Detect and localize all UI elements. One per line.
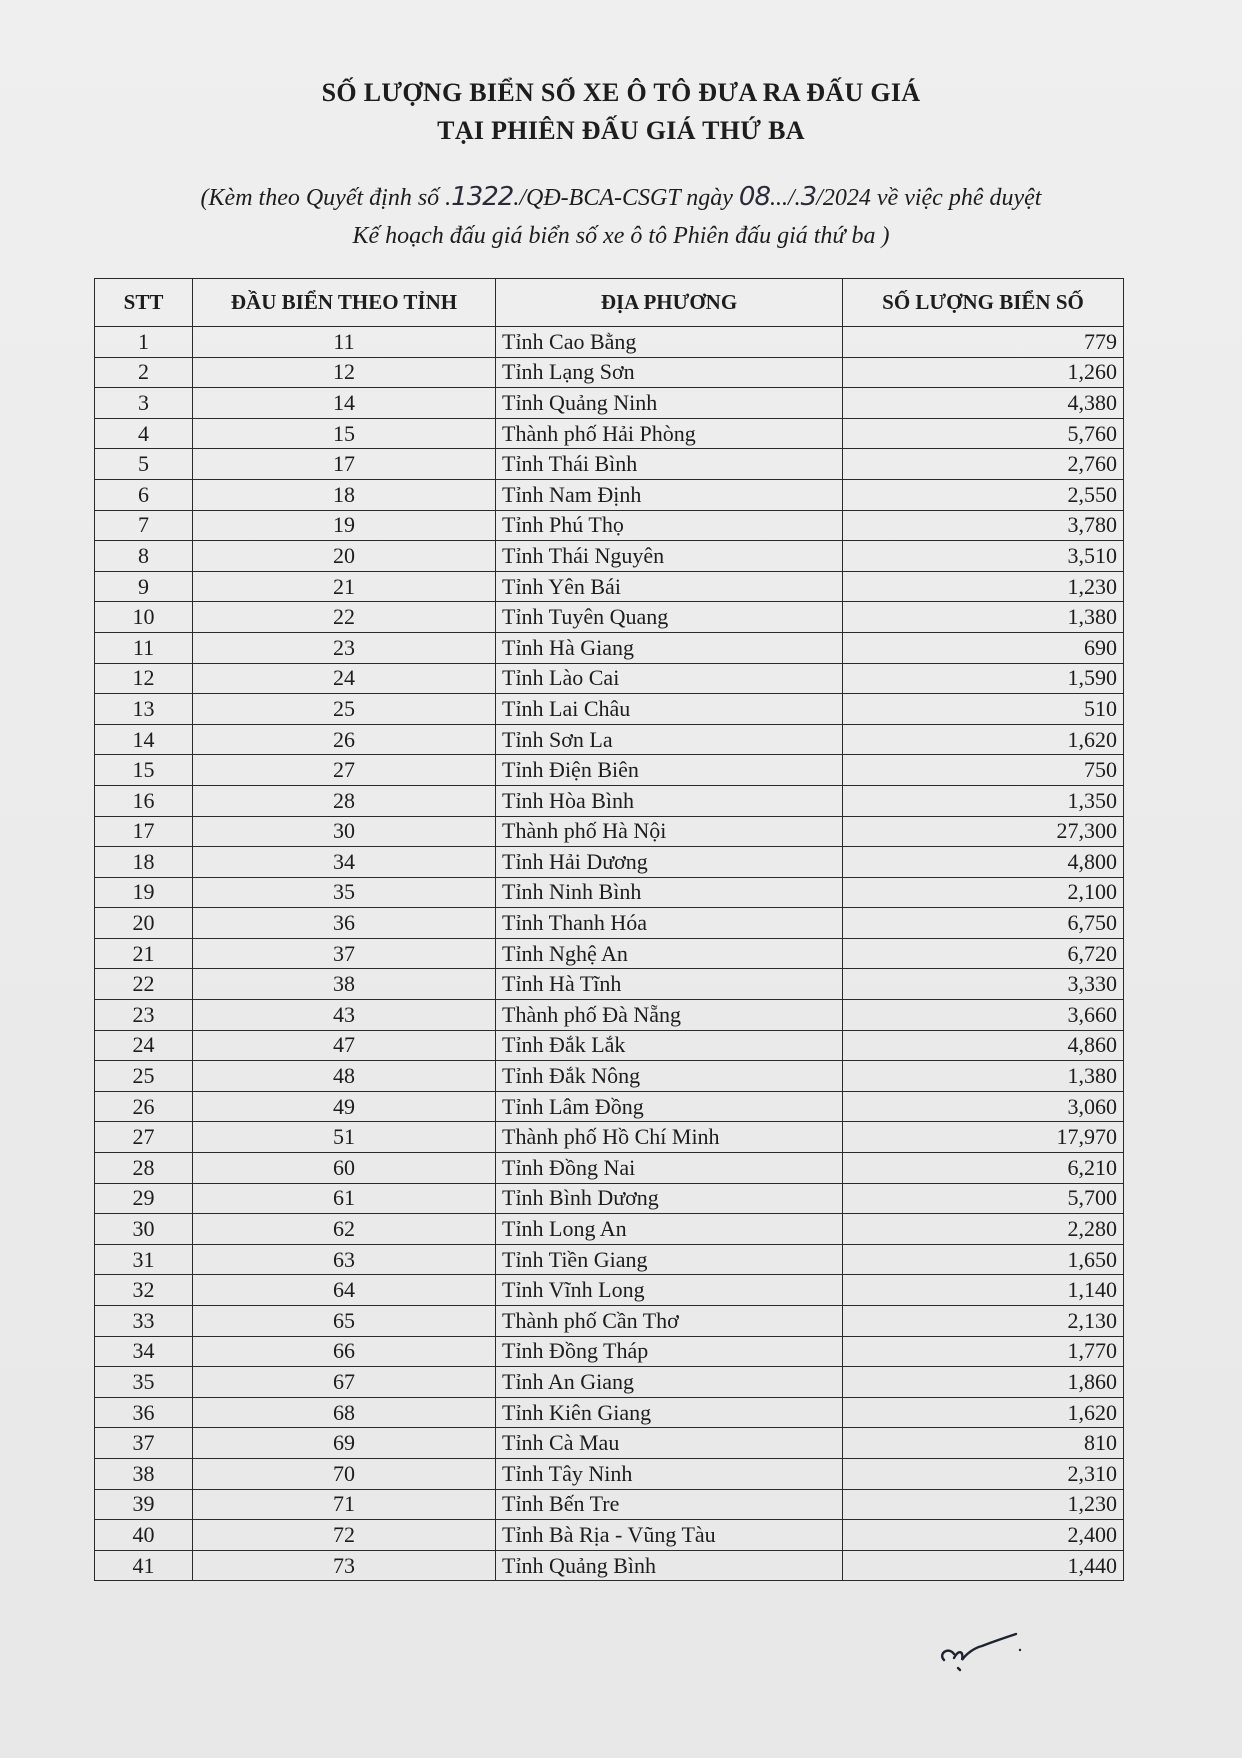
cell-stt: 6 — [95, 479, 193, 510]
cell-stt: 28 — [95, 1153, 193, 1184]
cell-quantity: 5,700 — [843, 1183, 1124, 1214]
table-row — [95, 908, 1124, 939]
cell-plate-prefix: 48 — [193, 1061, 496, 1092]
cell-quantity: 2,130 — [843, 1306, 1124, 1337]
cell-locality: Tỉnh Tây Ninh — [496, 1458, 843, 1489]
cell-stt: 18 — [95, 847, 193, 878]
cell-quantity: 3,330 — [843, 969, 1124, 1000]
table-row — [95, 877, 1124, 908]
cell-stt: 40 — [95, 1520, 193, 1551]
cell-quantity: 17,970 — [843, 1122, 1124, 1153]
cell-quantity: 6,720 — [843, 938, 1124, 969]
cell-locality: Tỉnh Tuyên Quang — [496, 602, 843, 633]
cell-stt: 10 — [95, 602, 193, 633]
cell-locality: Tỉnh Thái Nguyên — [496, 541, 843, 572]
decision-day-handwritten: 08 — [738, 182, 770, 212]
cell-plate-prefix: 11 — [193, 327, 496, 358]
cell-plate-prefix: 14 — [193, 388, 496, 419]
cell-plate-prefix: 43 — [193, 1000, 496, 1031]
cell-locality: Tỉnh Quảng Ninh — [496, 388, 843, 419]
cell-locality: Tỉnh Hà Tĩnh — [496, 969, 843, 1000]
cell-plate-prefix: 69 — [193, 1428, 496, 1459]
table-row — [95, 1030, 1124, 1061]
table-row — [95, 388, 1124, 419]
cell-plate-prefix: 68 — [193, 1397, 496, 1428]
cell-stt: 7 — [95, 510, 193, 541]
table-row — [95, 663, 1124, 694]
cell-locality: Thành phố Hải Phòng — [496, 418, 843, 449]
cell-stt: 39 — [95, 1489, 193, 1520]
cell-plate-prefix: 73 — [193, 1550, 496, 1581]
cell-locality: Tỉnh Đắk Nông — [496, 1061, 843, 1092]
cell-plate-prefix: 51 — [193, 1122, 496, 1153]
cell-locality: Tỉnh Hà Giang — [496, 632, 843, 663]
table-row — [95, 724, 1124, 755]
cell-quantity: 1,620 — [843, 1397, 1124, 1428]
cell-stt: 16 — [95, 785, 193, 816]
plate-quantity-table — [94, 278, 1124, 1581]
cell-locality: Tỉnh Vĩnh Long — [496, 1275, 843, 1306]
cell-locality: Tỉnh An Giang — [496, 1367, 843, 1398]
cell-stt: 25 — [95, 1061, 193, 1092]
cell-stt: 4 — [95, 418, 193, 449]
cell-quantity: 750 — [843, 755, 1124, 786]
cell-plate-prefix: 49 — [193, 1091, 496, 1122]
table-row — [95, 602, 1124, 633]
table-row — [95, 1520, 1124, 1551]
table-row — [95, 1122, 1124, 1153]
cell-quantity: 3,780 — [843, 510, 1124, 541]
cell-locality: Tỉnh Bà Rịa - Vũng Tàu — [496, 1520, 843, 1551]
table-row — [95, 479, 1124, 510]
cell-quantity: 1,380 — [843, 602, 1124, 633]
cell-quantity: 1,260 — [843, 357, 1124, 388]
header-locality: ĐỊA PHƯƠNG — [496, 279, 843, 327]
cell-plate-prefix: 19 — [193, 510, 496, 541]
cell-locality: Tỉnh Nam Định — [496, 479, 843, 510]
cell-stt: 8 — [95, 541, 193, 572]
cell-quantity: 5,760 — [843, 418, 1124, 449]
cell-plate-prefix: 67 — [193, 1367, 496, 1398]
document-title-line-1: SỐ LƯỢNG BIỂN SỐ XE Ô TÔ ĐƯA RA ĐẤU GIÁ — [321, 78, 921, 107]
cell-stt: 9 — [95, 571, 193, 602]
cell-stt: 13 — [95, 694, 193, 725]
cell-stt: 31 — [95, 1244, 193, 1275]
cell-locality: Tỉnh Lạng Sơn — [496, 357, 843, 388]
cell-locality: Tỉnh Cà Mau — [496, 1428, 843, 1459]
decision-mid: ./QĐ-BCA-CSGT ngày — [513, 185, 739, 211]
cell-stt: 5 — [95, 449, 193, 480]
cell-stt: 41 — [95, 1550, 193, 1581]
table-row — [95, 1336, 1124, 1367]
cell-locality: Thành phố Hà Nội — [496, 816, 843, 847]
cell-quantity: 690 — [843, 632, 1124, 663]
decision-reference-line — [0, 178, 1242, 217]
cell-locality: Tỉnh Kiên Giang — [496, 1397, 843, 1428]
decision-reference-line-2: Kế hoạch đấu giá biển số xe ô tô Phiên đấu giá thứ ba ) — [352, 223, 890, 249]
table-row — [95, 571, 1124, 602]
cell-plate-prefix: 60 — [193, 1153, 496, 1184]
cell-locality: Tỉnh Bến Tre — [496, 1489, 843, 1520]
cell-quantity: 1,140 — [843, 1275, 1124, 1306]
cell-plate-prefix: 27 — [193, 755, 496, 786]
cell-plate-prefix: 70 — [193, 1458, 496, 1489]
table-header-row — [95, 279, 1124, 327]
cell-stt: 26 — [95, 1091, 193, 1122]
table-row — [95, 1183, 1124, 1214]
cell-quantity: 3,660 — [843, 1000, 1124, 1031]
cell-quantity: 1,380 — [843, 1061, 1124, 1092]
table-row — [95, 449, 1124, 480]
cell-stt: 15 — [95, 755, 193, 786]
table-row — [95, 1000, 1124, 1031]
cell-locality: Tỉnh Điện Biên — [496, 755, 843, 786]
cell-stt: 21 — [95, 938, 193, 969]
cell-quantity: 1,650 — [843, 1244, 1124, 1275]
cell-locality: Tỉnh Đắk Lắk — [496, 1030, 843, 1061]
cell-locality: Thành phố Đà Nẵng — [496, 1000, 843, 1031]
cell-plate-prefix: 62 — [193, 1214, 496, 1245]
cell-quantity: 2,310 — [843, 1458, 1124, 1489]
cell-stt: 34 — [95, 1336, 193, 1367]
table-row — [95, 847, 1124, 878]
cell-plate-prefix: 38 — [193, 969, 496, 1000]
document-title-line-2: TẠI PHIÊN ĐẤU GIÁ THỨ BA — [437, 116, 805, 145]
cell-plate-prefix: 37 — [193, 938, 496, 969]
cell-quantity: 2,760 — [843, 449, 1124, 480]
cell-plate-prefix: 15 — [193, 418, 496, 449]
cell-quantity: 1,230 — [843, 571, 1124, 602]
cell-quantity: 1,230 — [843, 1489, 1124, 1520]
cell-stt: 37 — [95, 1428, 193, 1459]
cell-stt: 24 — [95, 1030, 193, 1061]
cell-locality: Tỉnh Lâm Đồng — [496, 1091, 843, 1122]
cell-quantity: 779 — [843, 327, 1124, 358]
cell-plate-prefix: 23 — [193, 632, 496, 663]
decision-number-handwritten: 1322 — [451, 182, 514, 212]
cell-stt: 27 — [95, 1122, 193, 1153]
cell-locality: Tỉnh Lào Cai — [496, 663, 843, 694]
cell-plate-prefix: 36 — [193, 908, 496, 939]
cell-quantity: 2,400 — [843, 1520, 1124, 1551]
table-row — [95, 632, 1124, 663]
cell-plate-prefix: 47 — [193, 1030, 496, 1061]
table-row — [95, 755, 1124, 786]
table-row — [95, 510, 1124, 541]
cell-plate-prefix: 24 — [193, 663, 496, 694]
cell-locality: Tỉnh Hải Dương — [496, 847, 843, 878]
cell-quantity: 1,350 — [843, 785, 1124, 816]
cell-quantity: 4,380 — [843, 388, 1124, 419]
decision-suffix: /2024 về việc phê duyệt — [816, 185, 1042, 211]
cell-quantity: 1,860 — [843, 1367, 1124, 1398]
cell-quantity: 810 — [843, 1428, 1124, 1459]
cell-quantity: 510 — [843, 694, 1124, 725]
cell-stt: 20 — [95, 908, 193, 939]
table-row — [95, 1306, 1124, 1337]
decision-date-separator: .../. — [770, 185, 801, 211]
table-row — [95, 1214, 1124, 1245]
cell-locality: Tỉnh Long An — [496, 1214, 843, 1245]
cell-quantity: 2,100 — [843, 877, 1124, 908]
cell-stt: 17 — [95, 816, 193, 847]
cell-stt: 3 — [95, 388, 193, 419]
cell-plate-prefix: 26 — [193, 724, 496, 755]
cell-quantity: 4,860 — [843, 1030, 1124, 1061]
cell-plate-prefix: 30 — [193, 816, 496, 847]
table-row — [95, 1244, 1124, 1275]
table-row — [95, 694, 1124, 725]
cell-locality: Tỉnh Lai Châu — [496, 694, 843, 725]
cell-plate-prefix: 12 — [193, 357, 496, 388]
table-row — [95, 357, 1124, 388]
cell-quantity: 6,210 — [843, 1153, 1124, 1184]
handwritten-signature — [934, 1628, 1024, 1678]
table-row — [95, 1275, 1124, 1306]
cell-stt: 32 — [95, 1275, 193, 1306]
table-row — [95, 1061, 1124, 1092]
cell-stt: 2 — [95, 357, 193, 388]
cell-stt: 12 — [95, 663, 193, 694]
cell-plate-prefix: 20 — [193, 541, 496, 572]
table-row — [95, 938, 1124, 969]
cell-plate-prefix: 21 — [193, 571, 496, 602]
header-quantity: SỐ LƯỢNG BIỂN SỐ — [843, 279, 1124, 327]
cell-locality: Tỉnh Quảng Bình — [496, 1550, 843, 1581]
cell-quantity: 4,800 — [843, 847, 1124, 878]
table-row — [95, 816, 1124, 847]
cell-plate-prefix: 61 — [193, 1183, 496, 1214]
cell-quantity: 3,510 — [843, 541, 1124, 572]
cell-locality: Tỉnh Nghệ An — [496, 938, 843, 969]
cell-quantity: 1,620 — [843, 724, 1124, 755]
table-row — [95, 1091, 1124, 1122]
cell-stt: 11 — [95, 632, 193, 663]
cell-locality: Thành phố Cần Thơ — [496, 1306, 843, 1337]
cell-plate-prefix: 22 — [193, 602, 496, 633]
header-stt: STT — [95, 279, 193, 327]
header-plate-prefix: ĐẦU BIỂN THEO TỈNH — [193, 279, 496, 327]
table-row — [95, 1153, 1124, 1184]
cell-quantity: 2,280 — [843, 1214, 1124, 1245]
cell-locality: Tỉnh Đồng Tháp — [496, 1336, 843, 1367]
cell-stt: 14 — [95, 724, 193, 755]
cell-stt: 35 — [95, 1367, 193, 1398]
cell-stt: 23 — [95, 1000, 193, 1031]
cell-stt: 22 — [95, 969, 193, 1000]
cell-quantity: 3,060 — [843, 1091, 1124, 1122]
table-row — [95, 1550, 1124, 1581]
cell-plate-prefix: 65 — [193, 1306, 496, 1337]
cell-locality: Thành phố Hồ Chí Minh — [496, 1122, 843, 1153]
table-row — [95, 327, 1124, 358]
cell-plate-prefix: 64 — [193, 1275, 496, 1306]
cell-locality: Tỉnh Bình Dương — [496, 1183, 843, 1214]
cell-locality: Tỉnh Thái Bình — [496, 449, 843, 480]
cell-locality: Tỉnh Yên Bái — [496, 571, 843, 602]
cell-quantity: 1,440 — [843, 1550, 1124, 1581]
cell-quantity: 1,770 — [843, 1336, 1124, 1367]
cell-quantity: 2,550 — [843, 479, 1124, 510]
cell-plate-prefix: 63 — [193, 1244, 496, 1275]
cell-stt: 33 — [95, 1306, 193, 1337]
cell-plate-prefix: 25 — [193, 694, 496, 725]
cell-plate-prefix: 28 — [193, 785, 496, 816]
cell-locality: Tỉnh Hòa Bình — [496, 785, 843, 816]
cell-quantity: 6,750 — [843, 908, 1124, 939]
cell-locality: Tỉnh Đồng Nai — [496, 1153, 843, 1184]
cell-locality: Tỉnh Cao Bằng — [496, 327, 843, 358]
cell-quantity: 27,300 — [843, 816, 1124, 847]
decision-month-handwritten: 3 — [800, 182, 817, 212]
cell-plate-prefix: 66 — [193, 1336, 496, 1367]
table-row — [95, 1397, 1124, 1428]
cell-stt: 19 — [95, 877, 193, 908]
cell-plate-prefix: 34 — [193, 847, 496, 878]
table-row — [95, 1489, 1124, 1520]
table-row — [95, 418, 1124, 449]
cell-plate-prefix: 35 — [193, 877, 496, 908]
cell-locality: Tỉnh Tiền Giang — [496, 1244, 843, 1275]
cell-locality: Tỉnh Phú Thọ — [496, 510, 843, 541]
cell-stt: 1 — [95, 327, 193, 358]
cell-locality: Tỉnh Thanh Hóa — [496, 908, 843, 939]
cell-plate-prefix: 71 — [193, 1489, 496, 1520]
cell-quantity: 1,590 — [843, 663, 1124, 694]
cell-stt: 29 — [95, 1183, 193, 1214]
table-row — [95, 785, 1124, 816]
cell-stt: 38 — [95, 1458, 193, 1489]
table-row — [95, 1458, 1124, 1489]
cell-locality: Tỉnh Sơn La — [496, 724, 843, 755]
cell-plate-prefix: 72 — [193, 1520, 496, 1551]
cell-stt: 30 — [95, 1214, 193, 1245]
cell-stt: 36 — [95, 1397, 193, 1428]
cell-plate-prefix: 17 — [193, 449, 496, 480]
table-row — [95, 1367, 1124, 1398]
table-row — [95, 541, 1124, 572]
table-row — [95, 1428, 1124, 1459]
decision-prefix: (Kèm theo Quyết định số . — [200, 185, 452, 211]
table-row — [95, 969, 1124, 1000]
cell-plate-prefix: 18 — [193, 479, 496, 510]
cell-locality: Tỉnh Ninh Bình — [496, 877, 843, 908]
